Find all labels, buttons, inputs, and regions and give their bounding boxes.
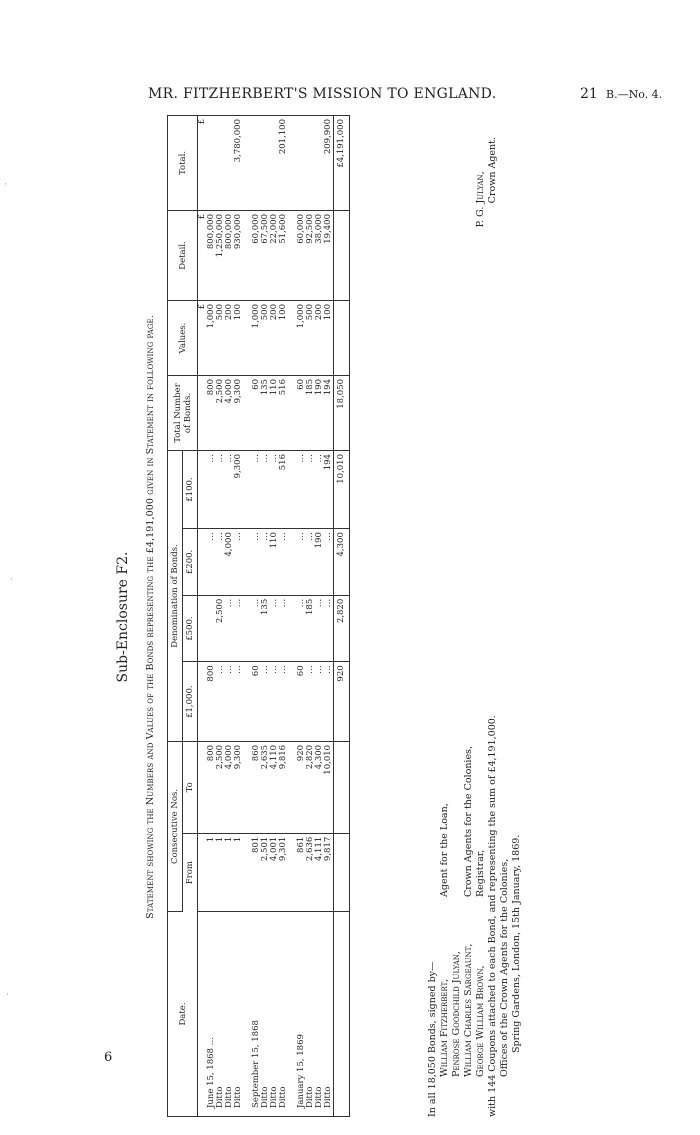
cell-from: 801 (252, 833, 261, 911)
currency-row (198, 116, 208, 1116)
cell-d500: … (270, 595, 279, 662)
cell-total-number: 60 (297, 376, 306, 451)
cell-d1000: 800 (207, 662, 216, 742)
cell-group-total: 201,100 (279, 116, 288, 211)
signatory (475, 117, 487, 1077)
table-row (306, 116, 315, 1116)
cell-date: June 15, 1868 … (206, 1036, 216, 1108)
col-total-number: Total Number of Bonds. (168, 376, 198, 451)
cell-detail: 51,600 (279, 211, 288, 301)
table-row (324, 116, 334, 1116)
running-title: MR. FITZHERBERT'S MISSION TO ENGLAND. (148, 86, 497, 102)
totals-from (334, 833, 350, 911)
cell-value: 500 (306, 301, 315, 376)
cell-d500: 185 (306, 595, 315, 662)
totals-to (334, 741, 350, 833)
cell-to: 4,300 (315, 741, 324, 833)
col-total: Total. (168, 116, 198, 211)
cell-from: 861 (297, 833, 306, 911)
cell-d200: … (324, 529, 334, 596)
cell-detail: 800,000 (225, 211, 234, 301)
totals-d100: 10,010 (334, 451, 350, 529)
cell-d200: … (261, 529, 270, 596)
group-spacer (288, 116, 297, 1116)
cell-value: 100 (279, 301, 288, 376)
cell-d100: … (261, 451, 270, 529)
col-to: To (183, 741, 198, 833)
cell-date: Ditto (314, 1086, 324, 1108)
cell-d200: … (216, 529, 225, 596)
col-d1000: £1,000. (183, 662, 198, 742)
cell-from: 1 (216, 833, 225, 911)
signatory-list (439, 117, 487, 1117)
cell-d500: … (297, 595, 306, 662)
cell-d500: … (225, 595, 234, 662)
cell-d1000: … (279, 662, 288, 742)
cell-group-total (207, 116, 216, 211)
cell-to: 4,000 (225, 741, 234, 833)
cell-d200: … (279, 529, 288, 596)
cell-detail: 38,000 (315, 211, 324, 301)
cell-value: 100 (234, 301, 243, 376)
cell-detail: 800,000 (207, 211, 216, 301)
cell-d100: … (306, 451, 315, 529)
cell-from: 9,817 (324, 833, 334, 911)
cell-detail: 1,250,000 (216, 211, 225, 301)
cell-d100: 194 (324, 451, 334, 529)
cell-from: 9,301 (279, 833, 288, 911)
col-d500: £500. (183, 595, 198, 662)
cell-d1000: … (216, 662, 225, 742)
table-row (225, 116, 234, 1116)
cell-group-total: 209,900 (324, 116, 334, 211)
cell-to: 2,635 (261, 741, 270, 833)
totals-row (334, 116, 350, 1116)
cell-d200: 190 (315, 529, 324, 596)
cell-d200: … (252, 529, 261, 596)
cell-group-total (252, 116, 261, 211)
totals-label (334, 912, 350, 1117)
cell-value: 1,000 (207, 301, 216, 376)
currency-detail: £ (198, 211, 208, 301)
rotated-document-body (115, 117, 585, 1117)
cell-group-total (297, 116, 306, 211)
cell-total-number: 800 (207, 376, 216, 451)
cell-total-number: 185 (306, 376, 315, 451)
scan-speck: · (6, 990, 9, 1000)
table-row (315, 116, 324, 1116)
agent-name: P. G. Julyan, (475, 171, 486, 228)
cell-d100: 516 (279, 451, 288, 529)
grand-total: £4,191,000 (334, 116, 350, 211)
cell-d1000: … (234, 662, 243, 742)
cell-d500: … (279, 595, 288, 662)
cell-d100: … (297, 451, 306, 529)
cell-total-number: 194 (324, 376, 334, 451)
cell-d500: … (315, 595, 324, 662)
cell-to: 920 (297, 741, 306, 833)
signatory (463, 117, 475, 1077)
cell-from: 1 (225, 833, 234, 911)
signatory-role: Registrar, (475, 849, 486, 897)
cell-d200: 110 (270, 529, 279, 596)
cell-d100: … (207, 451, 216, 529)
signatory-name: Penrose Goodchild Julyan, (451, 951, 462, 1077)
table-row (261, 116, 270, 1116)
totals-bonds: 18,050 (334, 376, 350, 451)
cell-d100: … (216, 451, 225, 529)
cell-d500: … (252, 595, 261, 662)
cell-to: 9,300 (234, 741, 243, 833)
statement-caption: Statement showing the Numbers and Values of the Bonds representing the £4,191,000 given in Statement in following page. (145, 315, 156, 919)
signatory-name: William Charles Sargeaunt, (463, 943, 474, 1077)
cell-total-number: 190 (315, 376, 324, 451)
totals-d500: 2,820 (334, 595, 350, 662)
cell-d200: … (306, 529, 315, 596)
cell-to: 10,010 (324, 741, 334, 833)
cell-d500: 2,500 (216, 595, 225, 662)
running-header (0, 84, 700, 108)
cell-from: 1 (207, 833, 216, 911)
cell-total-number: 110 (270, 376, 279, 451)
col-d100: £100. (183, 451, 198, 529)
cell-d200: … (234, 529, 243, 596)
table-row (252, 116, 261, 1116)
cell-to: 2,500 (216, 741, 225, 833)
office-line: Offices of the Crown Agents for the Colonies, (499, 858, 510, 1077)
cell-detail: 19,400 (324, 211, 334, 301)
cell-detail: 22,000 (270, 211, 279, 301)
cell-d200: … (207, 529, 216, 596)
cell-to: 800 (207, 741, 216, 833)
cell-from: 2,636 (306, 833, 315, 911)
col-from: From (183, 833, 198, 911)
currency-total: £ (198, 116, 208, 211)
cell-group-total (216, 116, 225, 211)
cell-d100: … (225, 451, 234, 529)
page-number: 21 (580, 86, 598, 102)
bonds-table (167, 115, 350, 1117)
agent-title: Crown Agent. (487, 137, 498, 204)
cell-date: Ditto (269, 1086, 279, 1108)
cell-total-number: 9,300 (234, 376, 243, 451)
cell-to: 860 (252, 741, 261, 833)
signatory-role: Crown Agents for the Colonies, (463, 746, 474, 897)
cell-value: 1,000 (252, 301, 261, 376)
cell-date: Ditto (215, 1086, 225, 1108)
table-body (198, 116, 350, 1116)
col-denomination: Denomination of Bonds. (168, 451, 183, 742)
coupons-line: with 144 Coupons attached to each Bond, and representing the sum of £4,191,000. (487, 715, 498, 1117)
totals-values (334, 301, 350, 376)
cell-group-total (306, 116, 315, 211)
currency-values: £ (198, 301, 208, 376)
cell-total-number: 135 (261, 376, 270, 451)
left-page-number: 6 (104, 1050, 113, 1065)
session-reference: B.—No. 4. (606, 88, 663, 101)
cell-d1000: … (225, 662, 234, 742)
cell-d500: … (234, 595, 243, 662)
cell-d1000: 60 (252, 662, 261, 742)
cell-from: 1 (234, 833, 243, 911)
cell-detail: 930,000 (234, 211, 243, 301)
cell-group-total (261, 116, 270, 211)
signatory-name: William Fitzherbert, (439, 978, 450, 1077)
cell-group-total: 3,780,000 (234, 116, 243, 211)
cell-from: 4,111 (315, 833, 324, 911)
cell-detail: 92,500 (306, 211, 315, 301)
cell-detail: 67,500 (261, 211, 270, 301)
cell-date: January 15, 1869 (296, 1034, 306, 1108)
col-detail: Detail. (168, 211, 198, 301)
cell-d100: … (270, 451, 279, 529)
cell-value: 500 (261, 301, 270, 376)
cell-date: September 15, 1868 (251, 1020, 261, 1108)
totals-d200: 4,300 (334, 529, 350, 596)
cell-date: Ditto (278, 1086, 288, 1108)
cell-total-number: 60 (252, 376, 261, 451)
signatory-role: Agent for the Loan, (439, 803, 450, 897)
cell-value: 200 (270, 301, 279, 376)
cell-from: 4,001 (270, 833, 279, 911)
table-row (234, 116, 243, 1116)
signature-block (427, 117, 523, 1117)
table-row (270, 116, 279, 1116)
subenclosure-heading: Sub-Enclosure F2. (115, 551, 131, 683)
bonds-table-grid (168, 116, 349, 1116)
address-line: Spring Gardens, London, 15th January, 1869. (511, 834, 522, 1053)
cell-value: 100 (324, 301, 334, 376)
signatory-name: George William Brown, (475, 965, 486, 1077)
signatory (439, 117, 451, 1077)
totals-d1000: 920 (334, 662, 350, 742)
cell-value: 500 (216, 301, 225, 376)
col-values: Values. (168, 301, 198, 376)
cell-d100: 9,300 (234, 451, 243, 529)
bonds-intro: In all 18,050 Bonds, signed by— (427, 961, 438, 1117)
cell-d500: … (324, 595, 334, 662)
cell-to: 9,816 (279, 741, 288, 833)
cell-d1000: … (324, 662, 334, 742)
group-spacer (243, 116, 252, 1116)
cell-date: Ditto (233, 1086, 243, 1108)
crown-agent-signature (475, 137, 499, 227)
cell-value: 200 (315, 301, 324, 376)
cell-d200: 4,000 (225, 529, 234, 596)
cell-detail: 60,000 (252, 211, 261, 301)
cell-d500: 135 (261, 595, 270, 662)
cell-d1000: … (270, 662, 279, 742)
cell-d100: … (315, 451, 324, 529)
cell-d100: … (252, 451, 261, 529)
cell-to: 4,110 (270, 741, 279, 833)
cell-value: 200 (225, 301, 234, 376)
cell-date: Ditto (260, 1086, 270, 1108)
scan-speck: · (10, 575, 13, 585)
table-row (297, 116, 306, 1116)
totals-detail (334, 211, 350, 301)
cell-d1000: … (306, 662, 315, 742)
cell-date: Ditto (323, 1086, 333, 1108)
cell-value: 1,000 (297, 301, 306, 376)
cell-d1000: 60 (297, 662, 306, 742)
cell-d1000: … (315, 662, 324, 742)
col-d200: £200. (183, 529, 198, 596)
cell-date: Ditto (305, 1086, 315, 1108)
scan-speck: · (4, 180, 7, 190)
cell-from: 2,501 (261, 833, 270, 911)
col-date: Date. (168, 912, 198, 1117)
cell-d200: … (297, 529, 306, 596)
table-row (279, 116, 288, 1116)
cell-date: Ditto (224, 1086, 234, 1108)
cell-to: 2,820 (306, 741, 315, 833)
signatory (451, 117, 463, 1077)
table-row (216, 116, 225, 1116)
cell-total-number: 4,000 (225, 376, 234, 451)
col-consecutive: Consecutive Nos. (168, 741, 183, 911)
cell-d1000: … (261, 662, 270, 742)
cell-total-number: 516 (279, 376, 288, 451)
cell-detail: 60,000 (297, 211, 306, 301)
cell-total-number: 2,500 (216, 376, 225, 451)
